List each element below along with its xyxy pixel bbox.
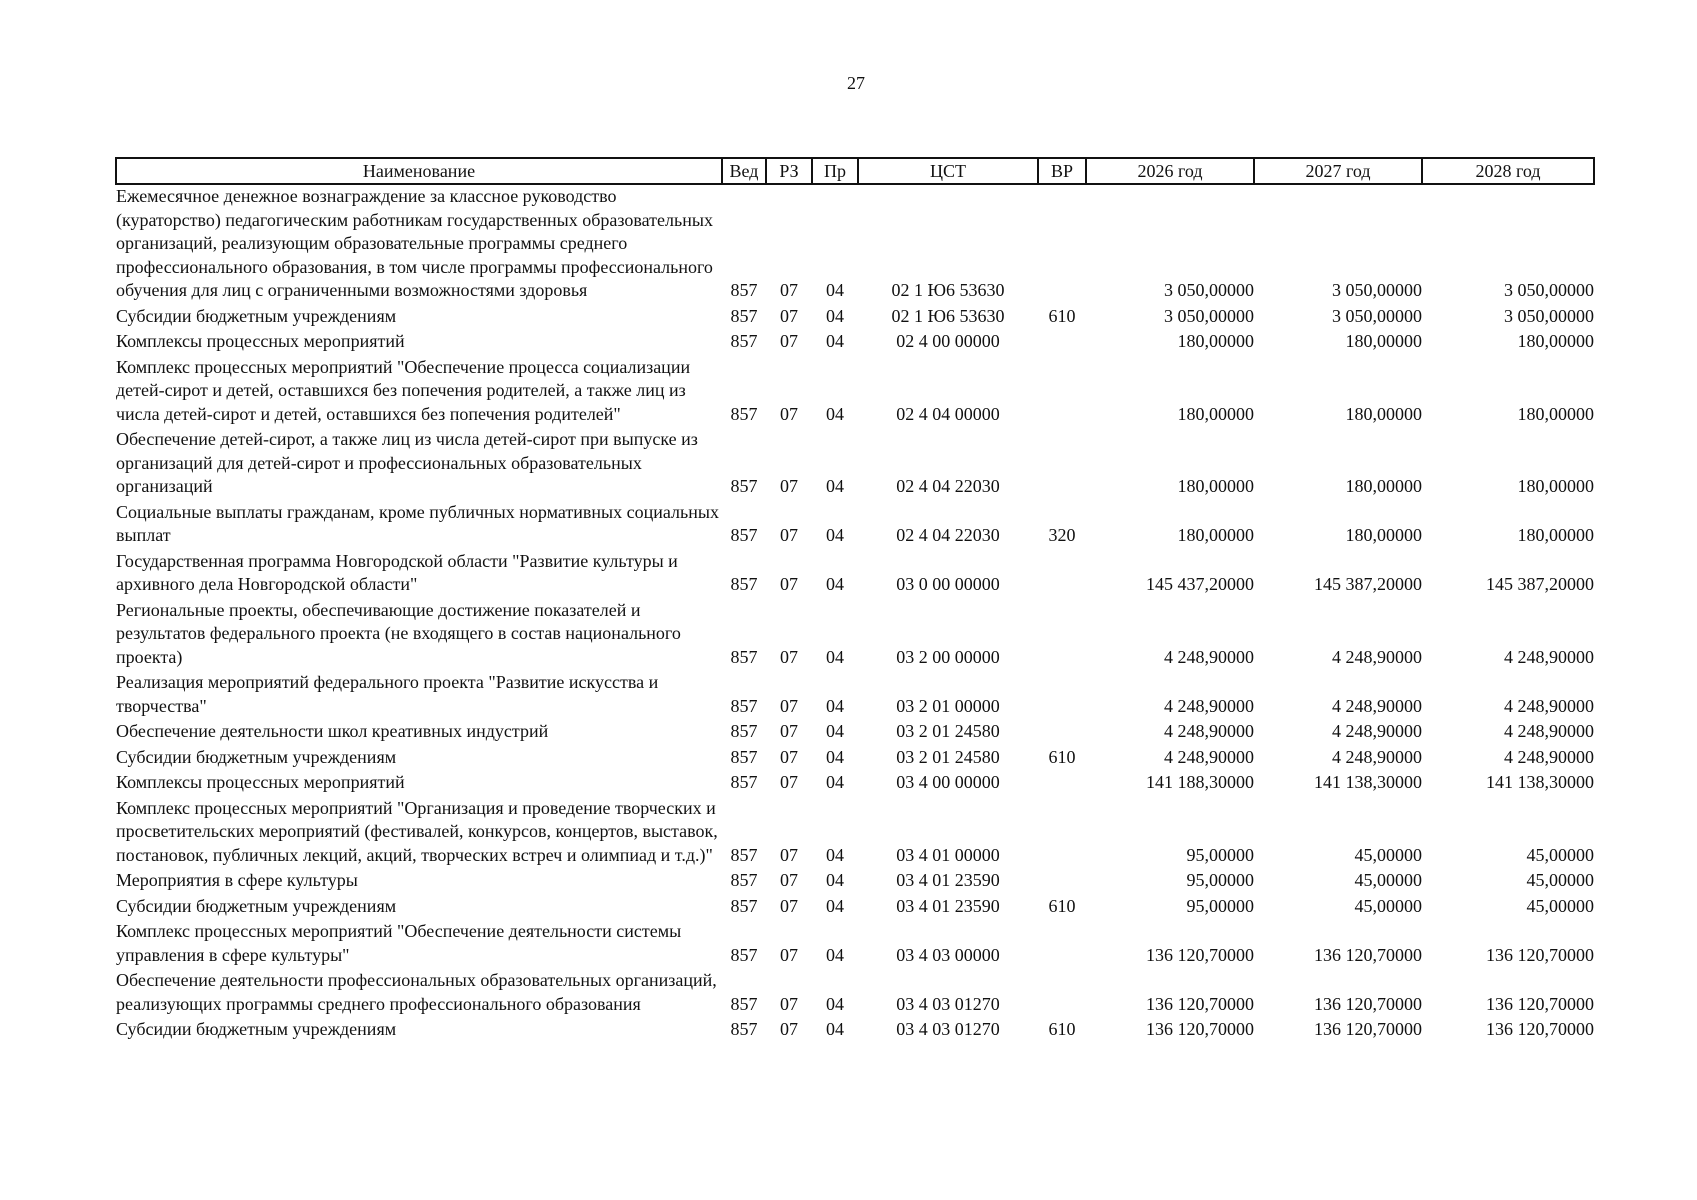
cell-rz: 07 xyxy=(780,844,798,865)
cell-vr xyxy=(1038,330,1086,356)
cell-ved: 857 xyxy=(730,331,758,351)
cell-pr: 04 xyxy=(826,993,844,1014)
cell-ved: 857 xyxy=(730,695,758,716)
header-name: Наименование xyxy=(116,158,722,184)
cell-y2026: 180,00000 xyxy=(1177,403,1254,424)
page-number: 27 xyxy=(847,73,865,93)
cell-name: Комплекс процессных мероприятий "Обеспечение процесса социализации детей-сирот и детей, оставшихся без попечения родителей, а также лиц из числа детей-сирот и детей, оставшихся без попечения родителей" xyxy=(116,356,691,424)
cell-rz: 07 xyxy=(780,895,798,916)
cell-ved: 857 xyxy=(730,844,758,865)
table-row xyxy=(116,920,1594,969)
cell-y2026: 136 120,70000 xyxy=(1146,1019,1254,1039)
cell-pr: 04 xyxy=(826,895,844,916)
table-row xyxy=(116,184,1594,305)
cell-y2026: 4 248,90000 xyxy=(1164,746,1254,767)
cell-vr xyxy=(1038,920,1086,969)
cell-y2027: 180,00000 xyxy=(1345,403,1422,424)
header-ved: Вед xyxy=(722,158,766,184)
cell-pr: 04 xyxy=(826,574,844,594)
cell-y2026: 95,00000 xyxy=(1186,895,1254,916)
cell-vr xyxy=(1038,771,1086,797)
cell-pr: 04 xyxy=(826,1019,844,1039)
cell-cst: 03 4 01 23590 xyxy=(896,895,1000,916)
cell-y2026: 180,00000 xyxy=(1177,476,1254,496)
cell-cst: 03 2 00 00000 xyxy=(896,646,1000,667)
cell-rz: 07 xyxy=(780,772,798,792)
cell-cst: 02 4 00 00000 xyxy=(896,331,1000,351)
cell-y2027: 180,00000 xyxy=(1345,476,1422,496)
cell-y2026: 4 248,90000 xyxy=(1164,646,1254,667)
cell-ved: 857 xyxy=(730,280,758,300)
cell-vr: 610 xyxy=(1048,1019,1076,1039)
table-header xyxy=(116,158,1594,184)
cell-rz: 07 xyxy=(780,695,798,716)
cell-pr: 04 xyxy=(826,844,844,865)
header-rz: РЗ xyxy=(766,158,812,184)
cell-vr: 610 xyxy=(1048,305,1076,326)
cell-y2028: 136 120,70000 xyxy=(1486,944,1594,965)
cell-pr: 04 xyxy=(826,870,844,890)
table-row xyxy=(116,305,1594,331)
cell-cst: 03 4 03 01270 xyxy=(896,1019,1000,1039)
table-row xyxy=(116,428,1594,501)
cell-cst: 03 2 01 24580 xyxy=(896,721,1000,741)
cell-y2027: 45,00000 xyxy=(1354,844,1422,865)
table-body xyxy=(116,184,1594,1044)
cell-cst: 02 1 Ю6 53630 xyxy=(891,305,1005,326)
cell-pr: 04 xyxy=(826,746,844,767)
table-row xyxy=(116,771,1594,797)
cell-vr xyxy=(1038,550,1086,599)
cell-ved: 857 xyxy=(730,1019,758,1039)
cell-cst: 03 4 03 00000 xyxy=(896,944,1000,965)
cell-y2026: 136 120,70000 xyxy=(1146,993,1254,1014)
cell-vr xyxy=(1038,969,1086,1018)
cell-y2028: 3 050,00000 xyxy=(1504,305,1594,326)
cell-name: Субсидии бюджетным учреждениям xyxy=(116,895,397,916)
cell-ved: 857 xyxy=(730,993,758,1014)
cell-rz: 07 xyxy=(780,525,798,545)
cell-y2028: 4 248,90000 xyxy=(1504,695,1594,716)
cell-cst: 03 4 00 00000 xyxy=(896,772,1000,792)
cell-y2028: 145 387,20000 xyxy=(1486,574,1594,594)
cell-name: Региональные проекты, обеспечивающие достижение показателей и результатов федерального проекта (не входящего в состав национального проекта) xyxy=(116,599,681,667)
cell-pr: 04 xyxy=(826,721,844,741)
cell-vr xyxy=(1038,797,1086,870)
cell-y2026: 3 050,00000 xyxy=(1164,280,1254,300)
table-row xyxy=(116,969,1594,1018)
cell-pr: 04 xyxy=(826,695,844,716)
cell-ved: 857 xyxy=(730,870,758,890)
cell-y2027: 180,00000 xyxy=(1345,331,1422,351)
cell-y2026: 3 050,00000 xyxy=(1164,305,1254,326)
cell-y2027: 136 120,70000 xyxy=(1314,1019,1422,1039)
table-row xyxy=(116,797,1594,870)
cell-cst: 03 2 01 24580 xyxy=(896,746,1000,767)
cell-y2027: 45,00000 xyxy=(1354,870,1422,890)
cell-y2026: 95,00000 xyxy=(1186,844,1254,865)
cell-y2028: 4 248,90000 xyxy=(1504,721,1594,741)
cell-name: Субсидии бюджетным учреждениям xyxy=(116,1019,397,1039)
cell-name: Мероприятия в сфере культуры xyxy=(116,870,358,890)
cell-ved: 857 xyxy=(730,746,758,767)
cell-vr xyxy=(1038,356,1086,429)
cell-ved: 857 xyxy=(730,525,758,545)
cell-ved: 857 xyxy=(730,772,758,792)
header-vr: ВР xyxy=(1038,158,1086,184)
cell-name: Субсидии бюджетным учреждениям xyxy=(116,746,397,767)
cell-vr xyxy=(1038,184,1086,305)
cell-y2028: 45,00000 xyxy=(1526,870,1594,890)
cell-cst: 02 4 04 00000 xyxy=(896,403,1000,424)
cell-y2027: 3 050,00000 xyxy=(1332,305,1422,326)
cell-vr: 610 xyxy=(1048,895,1076,916)
cell-cst: 03 4 03 01270 xyxy=(896,993,1000,1014)
cell-pr: 04 xyxy=(826,280,844,300)
cell-rz: 07 xyxy=(780,721,798,741)
cell-y2026: 4 248,90000 xyxy=(1164,695,1254,716)
header-2026: 2026 год xyxy=(1086,158,1254,184)
cell-y2027: 3 050,00000 xyxy=(1332,280,1422,300)
cell-y2026: 145 437,20000 xyxy=(1146,574,1254,594)
cell-y2028: 180,00000 xyxy=(1517,476,1594,496)
cell-y2026: 180,00000 xyxy=(1177,331,1254,351)
cell-y2028: 4 248,90000 xyxy=(1504,746,1594,767)
cell-y2028: 3 050,00000 xyxy=(1504,280,1594,300)
cell-vr xyxy=(1038,599,1086,672)
cell-y2027: 180,00000 xyxy=(1345,525,1422,545)
cell-rz: 07 xyxy=(780,870,798,890)
cell-y2027: 4 248,90000 xyxy=(1332,721,1422,741)
table-row xyxy=(116,1018,1594,1044)
table-row xyxy=(116,550,1594,599)
cell-pr: 04 xyxy=(826,646,844,667)
cell-name: Комплекс процессных мероприятий "Организация и проведение творческих и просветительских мероприятий (фестивалей, конкурсов, концертов, выставок, постановок, публичных лекций, акций, творческих встреч и олимпиад и т.д.)" xyxy=(116,797,718,865)
cell-vr xyxy=(1038,720,1086,746)
cell-cst: 02 4 04 22030 xyxy=(896,525,1000,545)
cell-rz: 07 xyxy=(780,993,798,1014)
cell-y2026: 136 120,70000 xyxy=(1146,944,1254,965)
cell-ved: 857 xyxy=(730,305,758,326)
cell-cst: 03 0 00 00000 xyxy=(896,574,1000,594)
cell-pr: 04 xyxy=(826,331,844,351)
cell-y2026: 4 248,90000 xyxy=(1164,721,1254,741)
cell-cst: 03 4 01 00000 xyxy=(896,844,1000,865)
cell-name: Субсидии бюджетным учреждениям xyxy=(116,305,397,326)
cell-rz: 07 xyxy=(780,403,798,424)
cell-cst: 02 4 04 22030 xyxy=(896,476,1000,496)
cell-rz: 07 xyxy=(780,746,798,767)
cell-y2027: 141 138,30000 xyxy=(1314,772,1422,792)
cell-cst: 02 1 Ю6 53630 xyxy=(891,280,1005,300)
cell-ved: 857 xyxy=(730,646,758,667)
cell-pr: 04 xyxy=(826,476,844,496)
budget-table xyxy=(115,157,1595,1044)
cell-name: Обеспечение детей-сирот, а также лиц из числа детей-сирот при выпуске из организаций для детей-сирот и профессиональных образовательных организаций xyxy=(116,429,698,496)
cell-name: Обеспечение деятельности профессиональных образовательных организаций, реализующих программы среднего профессионального образования xyxy=(116,970,717,1014)
cell-ved: 857 xyxy=(730,574,758,594)
cell-y2028: 45,00000 xyxy=(1526,844,1594,865)
cell-y2028: 180,00000 xyxy=(1517,331,1594,351)
cell-y2027: 4 248,90000 xyxy=(1332,646,1422,667)
cell-vr: 610 xyxy=(1048,746,1076,767)
cell-y2027: 4 248,90000 xyxy=(1332,695,1422,716)
cell-name: Обеспечение деятельности школ креативных индустрий xyxy=(116,721,549,741)
table-row xyxy=(116,356,1594,429)
cell-vr: 320 xyxy=(1048,525,1076,545)
cell-vr xyxy=(1038,671,1086,720)
cell-cst: 03 4 01 23590 xyxy=(896,870,1000,890)
header-cst: ЦСТ xyxy=(858,158,1038,184)
table-row xyxy=(116,895,1594,921)
cell-ved: 857 xyxy=(730,721,758,741)
cell-y2028: 4 248,90000 xyxy=(1504,646,1594,667)
cell-pr: 04 xyxy=(826,305,844,326)
cell-vr xyxy=(1038,428,1086,501)
cell-pr: 04 xyxy=(826,525,844,545)
cell-pr: 04 xyxy=(826,772,844,792)
cell-rz: 07 xyxy=(780,476,798,496)
table-row xyxy=(116,869,1594,895)
cell-cst: 03 2 01 00000 xyxy=(896,695,1000,716)
cell-ved: 857 xyxy=(730,944,758,965)
cell-name: Комплексы процессных мероприятий xyxy=(116,331,405,351)
header-pr: Пр xyxy=(812,158,858,184)
header-2027: 2027 год xyxy=(1254,158,1422,184)
cell-rz: 07 xyxy=(780,331,798,351)
cell-name: Комплекс процессных мероприятий "Обеспечение деятельности системы управления в сфере культуры" xyxy=(116,921,682,965)
cell-y2028: 141 138,30000 xyxy=(1486,772,1594,792)
cell-rz: 07 xyxy=(780,574,798,594)
cell-y2028: 136 120,70000 xyxy=(1486,993,1594,1014)
cell-ved: 857 xyxy=(730,403,758,424)
cell-rz: 07 xyxy=(780,944,798,965)
header-2028: 2028 год xyxy=(1422,158,1594,184)
header-row xyxy=(116,158,1594,184)
cell-y2026: 95,00000 xyxy=(1186,870,1254,890)
cell-rz: 07 xyxy=(780,280,798,300)
cell-name: Социальные выплаты гражданам, кроме публичных нормативных социальных выплат xyxy=(116,501,719,545)
cell-rz: 07 xyxy=(780,646,798,667)
cell-y2028: 45,00000 xyxy=(1526,895,1594,916)
cell-rz: 07 xyxy=(780,1019,798,1039)
table-row xyxy=(116,671,1594,720)
cell-y2026: 141 188,30000 xyxy=(1146,772,1254,792)
cell-name: Комплексы процессных мероприятий xyxy=(116,772,405,792)
cell-name: Реализация мероприятий федерального проекта "Развитие искусства и творчества" xyxy=(116,672,659,716)
table-row xyxy=(116,599,1594,672)
cell-y2026: 180,00000 xyxy=(1177,525,1254,545)
cell-ved: 857 xyxy=(730,895,758,916)
table-row xyxy=(116,720,1594,746)
cell-vr xyxy=(1038,869,1086,895)
cell-pr: 04 xyxy=(826,944,844,965)
cell-y2028: 180,00000 xyxy=(1517,525,1594,545)
cell-y2028: 136 120,70000 xyxy=(1486,1019,1594,1039)
cell-ved: 857 xyxy=(730,476,758,496)
cell-rz: 07 xyxy=(780,305,798,326)
cell-y2027: 136 120,70000 xyxy=(1314,993,1422,1014)
cell-name: Ежемесячное денежное вознаграждение за классное руководство (кураторство) педагогическим работникам государственных образовательных организаций, реализующим образовательные программы среднего профессионального образования, в том числе программы профессионального обучения для лиц с ограниченными возможностями здоровья xyxy=(116,186,713,300)
cell-y2027: 136 120,70000 xyxy=(1314,944,1422,965)
table-row xyxy=(116,501,1594,550)
cell-name: Государственная программа Новгородской области "Развитие культуры и архивного дела Новгородской области" xyxy=(116,550,678,594)
table-row xyxy=(116,746,1594,772)
cell-pr: 04 xyxy=(826,403,844,424)
table-row xyxy=(116,330,1594,356)
cell-y2027: 45,00000 xyxy=(1354,895,1422,916)
cell-y2027: 145 387,20000 xyxy=(1314,574,1422,594)
cell-y2028: 180,00000 xyxy=(1517,403,1594,424)
cell-y2027: 4 248,90000 xyxy=(1332,746,1422,767)
